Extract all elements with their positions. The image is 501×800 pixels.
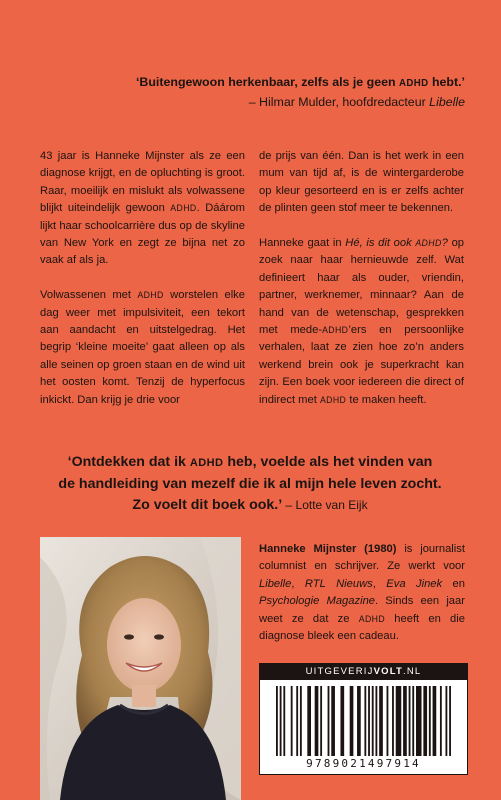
blurb-paragraph: Hanneke gaat in Hé, is dit ook ADHD? op zoek naar haar hernieuwde zelf. Wat definieert haar als ouder, vriendin, partner, werknemer, minnaar? Aan de hand van de wetenschap, gesprekken met mede-ADHD’ers en persoonlijke verhalen, laat ze zien hoe zo’n anders werkend brein ook je superkracht kan zijn. Een boek voor iedereen die direct of indirect met ADHD te maken heeft.: [259, 237, 465, 406]
barcode-bar: [320, 686, 322, 756]
top-quote-attribution: – Hilmar Mulder, hoofdredacteur Libelle: [248, 95, 465, 109]
barcode-bar: [375, 686, 377, 756]
author-portrait-image: [40, 537, 241, 800]
blurb-paragraph: Volwassenen met ADHD worstelen elke dag weer met impulsiviteit, een tekort aan aandacht en uitstelgedrag. Het begrip ‘kleine moeite’ gaat alleen op als alle seinen op groen staan en de wind uit het oosten komt. Tenzij de hyperfocus inkickt. Dan krijg je drie voor: [40, 289, 246, 406]
barcode-bar: [276, 686, 278, 756]
barcode-bar: [364, 686, 366, 756]
barcode-bar: [396, 686, 402, 756]
barcode-bar: [379, 686, 383, 756]
barcode-bar: [429, 686, 431, 756]
barcode-bar: [387, 686, 389, 756]
blurb-right-column: [259, 148, 464, 426]
middle-quote-line: de handleiding van mezelf die ik al mijn hele leven zocht.: [58, 476, 442, 492]
barcode-bar: [412, 686, 414, 756]
author-bio: Hanneke Mijnster (1980) is journalist columnist en schrijver. Ze werkt voor Libelle, RTL Nieuws, Eva Jinek en Psychologie Magazine. Sinds een jaar weet ze dat ze ADHD heeft en die diagnose bleek een cadeau.: [259, 543, 465, 643]
barcode-bar: [340, 686, 344, 756]
middle-quote-line: ‘Ontdekken dat ik ADHD heb, voelde als het vinden van: [67, 454, 433, 470]
barcode-bar: [331, 686, 335, 756]
barcode-bar: [392, 686, 394, 756]
barcode-bar: [445, 686, 447, 756]
author-photo: [40, 537, 241, 800]
isbn-number: 9789021497914: [306, 757, 421, 770]
barcode-bar: [280, 686, 282, 756]
barcode-bar: [296, 686, 298, 756]
barcode-bar: [291, 686, 293, 756]
barcode-bar: [283, 686, 285, 756]
barcode-bar: [409, 686, 411, 756]
barcode-bars: [276, 686, 451, 756]
barcode-bar: [372, 686, 374, 756]
barcode-bar: [350, 686, 354, 756]
barcode-bar: [328, 686, 330, 756]
barcode-bar: [440, 686, 442, 756]
top-quote: [40, 73, 465, 111]
barcode-bar: [307, 686, 311, 756]
barcode-bar: [368, 686, 370, 756]
barcode-bar: [423, 686, 427, 756]
blurb-paragraph: 43 jaar is Hanneke Mijnster als ze een diagnose krijgt, en de opluchting is groot. Raar, moeilijk en mislukt als volwassene blijkt uiteindelijk gewoon ADHD. Dáárom lijkt haar schoolcarrière dus op de skyline van New York en zegt ze bijna net zo vaak af als ja.: [40, 150, 245, 267]
barcode-bar: [416, 686, 422, 756]
middle-quote-line: Zo voelt dit boek ook.’ – Lotte van Eijk: [132, 497, 368, 513]
barcode-bar: [403, 686, 407, 756]
barcode-bar: [357, 686, 361, 756]
barcode-panel: [259, 663, 468, 775]
publisher-bar: UITGEVERIJVOLT.NL: [260, 664, 467, 680]
barcode-bar: [433, 686, 437, 756]
blurb-paragraph: de prijs van één. Dan is het werk in een mum van tijd af, is de wintergarderobe op kleur gesorteerd en is er zelfs achter de plinten geen stof meer te bekennen.: [259, 150, 464, 215]
top-quote-text: ‘Buitengewoon herkenbaar, zelfs als je geen ADHD hebt.’: [135, 75, 465, 89]
author-name: Hanneke Mijnster (1980): [259, 543, 397, 555]
blurb-left-column: [40, 148, 245, 426]
middle-quote-attribution: – Lotte van Eijk: [282, 498, 368, 512]
barcode-bar: [449, 686, 451, 756]
middle-quote: [30, 452, 470, 516]
barcode-bar: [300, 686, 302, 756]
barcode-bar: [315, 686, 319, 756]
